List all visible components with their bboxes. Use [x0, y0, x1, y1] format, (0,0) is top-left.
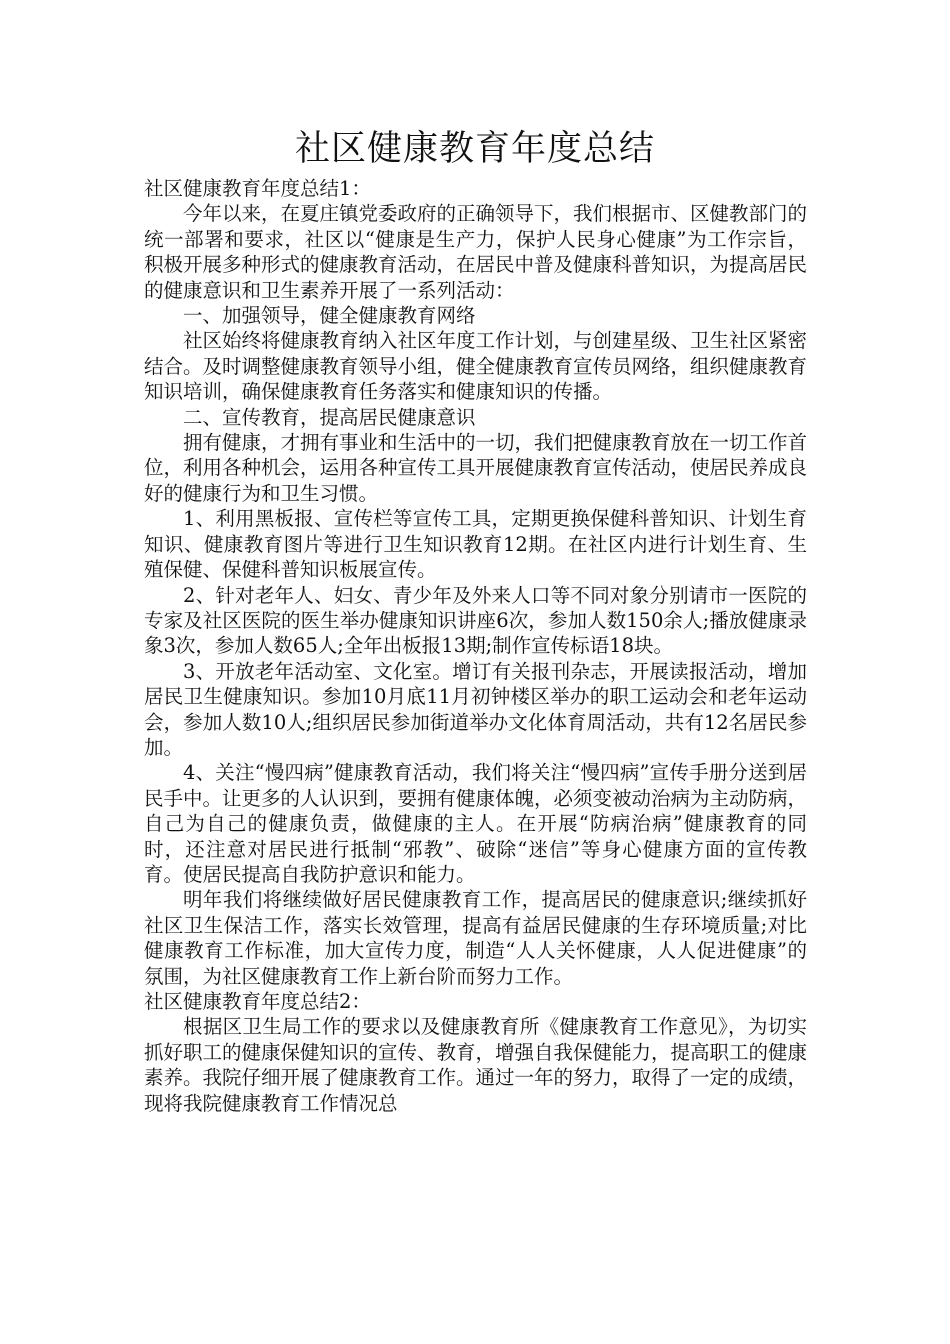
- list-item-paragraph: 2、针对老年人、妇女、青少年及外来人口等不同对象分别请市一医院的专家及社区医院的医生举办健康知识讲座6次，参加人数150余人;播放健康录象3次，参加人数65人;全年出板报13期;制作宣传标语18块。: [144, 583, 807, 658]
- subheading: 二、宣传教育，提高居民健康意识: [183, 405, 476, 429]
- section-heading-2: 社区健康教育年度总结2：: [144, 990, 371, 1013]
- document-title: 社区健康教育年度总结: [294, 129, 655, 169]
- paragraph: 明年我们将继续做好居民健康教育工作，提高居民的健康意识;继续抓好社区卫生保洁工作，落实长效管理，提高有益居民健康的生存环境质量;对比健康教育工作标准，加大宣传力度，制造“人人关怀健康，人人促进健康”的氛围，为社区健康教育工作上新台阶而努力工作。: [144, 888, 807, 988]
- list-item-paragraph: 3、开放老年活动室、文化室。增订有关报刊杂志，开展读报活动，增加居民卫生健康知识。参加10月底11月初钟楼区举办的职工运动会和老年运动会，参加人数10人;组织居民参加街道举办文化体育周活动，共有12名居民参加。: [144, 659, 807, 759]
- paragraph: 今年以来，在夏庄镇党委政府的正确领导下，我们根据市、区健教部门的统一部署和要求，社区以“健康是生产力，保护人民身心健康”为工作宗旨，积极开展多种形式的健康教育活动，在居民中普及健康科普知识，为提高居民的健康意识和卫生素养开展了一系列活动：: [144, 202, 808, 302]
- paragraph: 社区始终将健康教育纳入社区年度工作计划，与创建星级、卫生社区紧密结合。及时调整健康教育领导小组，健全健康教育宣传员网络，组织健康教育知识培训，确保健康教育任务落实和健康知识的传播。: [144, 329, 808, 404]
- document-body: [144, 176, 807, 1116]
- section-heading-1: 社区健康教育年度总结1：: [144, 177, 371, 200]
- list-item-paragraph: 4、关注“慢四病”健康教育活动，我们将关注“慢四病”宣传手册分送到居民手中。让更多的人认识到，要拥有健康体魄，必须变被动治病为主动防病，自己为自己的健康负责，做健康的主人。在开展“防病治病”健康教育的同时，还注意对居民进行抵制“邪教”、破除“迷信”等身心健康方面的宣传教育。使居民提高自我防护意识和能力。: [144, 761, 808, 886]
- paragraph: 根据区卫生局工作的要求以及健康教育所《健康教育工作意见》，为切实抓好职工的健康保健知识的宣传、教育，增强自我保健能力，提高职工的健康素养。我院仔细开展了健康教育工作。通过一年的努力，取得了一定的成绩，现将我院健康教育工作情况总: [144, 1015, 808, 1115]
- subheading: 一、加强领导，健全健康教育网络: [183, 304, 476, 328]
- list-item-paragraph: 1、利用黑板报、宣传栏等宣传工具，定期更换保健科普知识、计划生育知识、健康教育图片等进行卫生知识教育12期。在社区内进行计划生育、生殖保健、保健科普知识板展宣传。: [144, 507, 807, 582]
- paragraph: 拥有健康，才拥有事业和生活中的一切，我们把健康教育放在一切工作首位，利用各种机会，运用各种宣传工具开展健康教育宣传活动，使居民养成良好的健康行为和卫生习惯。: [144, 431, 808, 505]
